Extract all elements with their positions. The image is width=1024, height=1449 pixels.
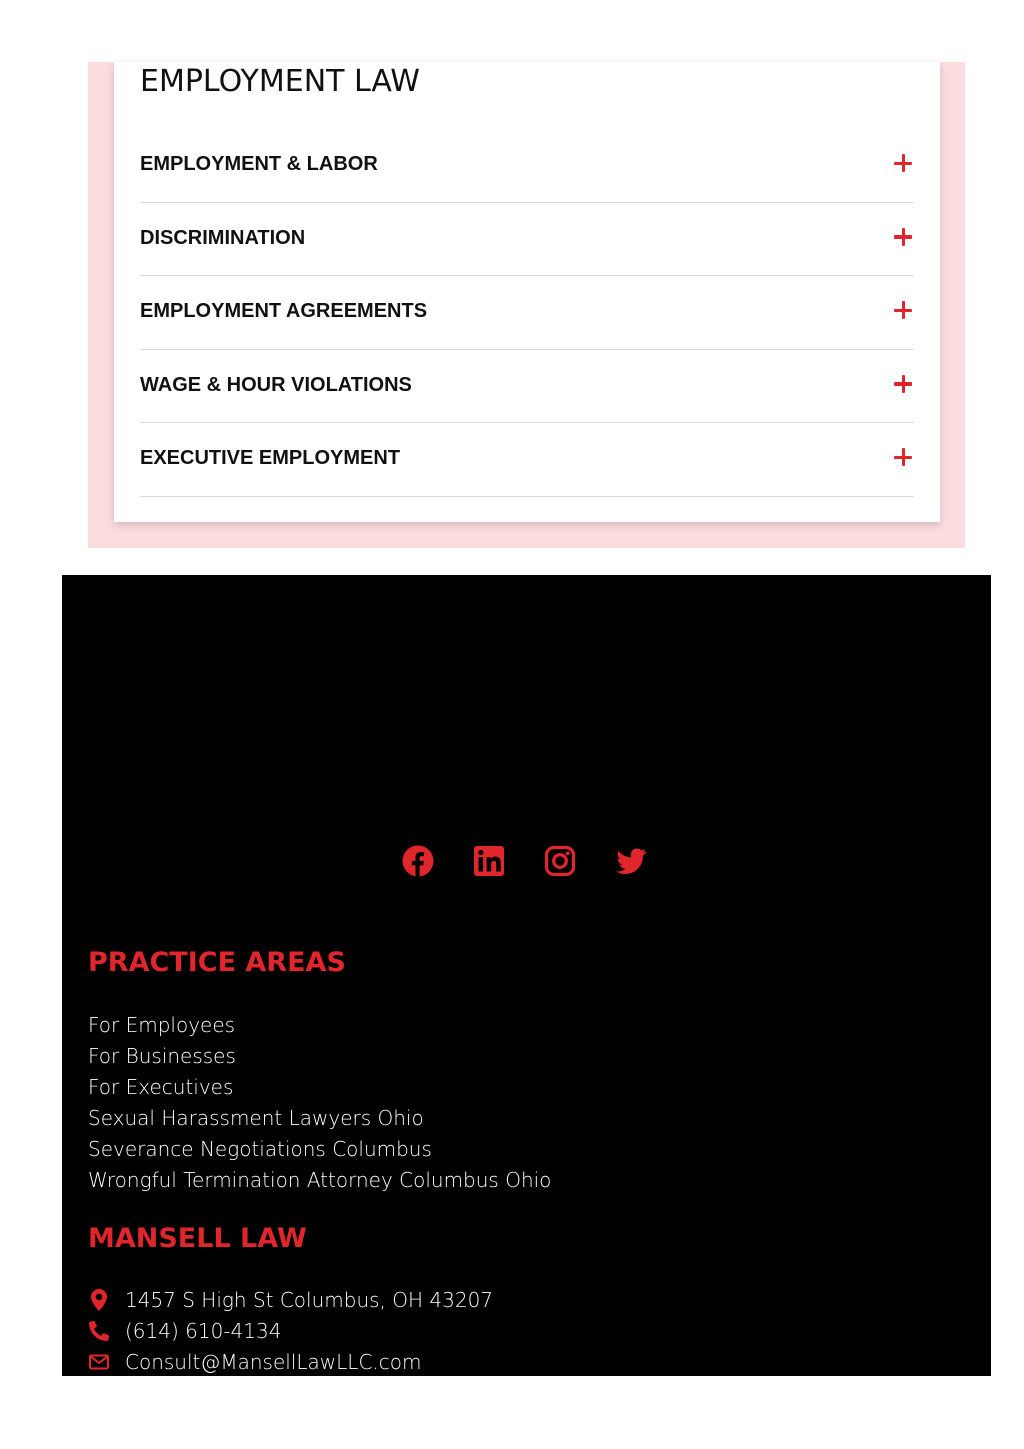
plus-icon[interactable] bbox=[894, 301, 912, 319]
envelope-icon bbox=[88, 1351, 110, 1373]
accordion-item-discrimination[interactable] bbox=[140, 203, 914, 277]
footer-link-employees[interactable]: For Employees bbox=[88, 1013, 236, 1037]
footer-link-businesses[interactable]: For Businesses bbox=[88, 1044, 236, 1068]
plus-icon[interactable] bbox=[894, 228, 912, 246]
contact-address[interactable] bbox=[88, 1284, 493, 1315]
accordion-item-employment-agreements[interactable] bbox=[140, 276, 914, 350]
accordion-item-label: DISCRIMINATION bbox=[140, 226, 306, 249]
twitter-icon[interactable] bbox=[615, 845, 647, 877]
contact-info bbox=[88, 1284, 493, 1377]
contact-email[interactable] bbox=[88, 1346, 493, 1377]
accordion bbox=[140, 129, 914, 497]
accordion-item-wage-hour-violations[interactable] bbox=[140, 350, 914, 424]
plus-icon[interactable] bbox=[894, 375, 912, 393]
firm-name-heading: MANSELL LAW bbox=[88, 1223, 307, 1254]
contact-phone[interactable] bbox=[88, 1315, 493, 1346]
employment-law-card bbox=[114, 62, 940, 522]
practice-areas-list bbox=[88, 1010, 551, 1196]
accordion-item-label: WAGE & HOUR VIOLATIONS bbox=[140, 373, 412, 396]
instagram-icon[interactable] bbox=[544, 845, 576, 877]
address-text: 1457 S High St Columbus, OH 43207 bbox=[125, 1287, 494, 1312]
accordion-item-label: EMPLOYMENT & LABOR bbox=[140, 153, 378, 175]
accordion-item-executive-employment[interactable] bbox=[140, 423, 914, 497]
accordion-item-label: EMPLOYMENT AGREEMENTS bbox=[140, 300, 428, 322]
practice-areas-heading: PRACTICE AREAS bbox=[88, 947, 346, 978]
phone-icon bbox=[88, 1320, 110, 1342]
plus-icon[interactable] bbox=[894, 448, 912, 466]
linkedin-icon[interactable] bbox=[473, 845, 505, 877]
site-footer bbox=[62, 575, 991, 1376]
plus-icon[interactable] bbox=[894, 154, 912, 172]
map-pin-icon bbox=[88, 1289, 110, 1311]
card-title: EMPLOYMENT LAW bbox=[140, 64, 420, 99]
phone-text: (614) 610-4134 bbox=[125, 1318, 282, 1343]
footer-link-wrongful-termination[interactable]: Wrongful Termination Attorney Columbus Ohio bbox=[88, 1168, 552, 1192]
facebook-icon[interactable] bbox=[402, 845, 434, 877]
email-text: Consult@MansellLawLLC.com bbox=[125, 1349, 422, 1374]
accordion-item-label: EXECUTIVE EMPLOYMENT bbox=[140, 447, 401, 469]
footer-link-sexual-harassment[interactable]: Sexual Harassment Lawyers Ohio bbox=[88, 1106, 424, 1130]
accordion-item-employment-labor[interactable] bbox=[140, 129, 914, 203]
footer-link-severance[interactable]: Severance Negotiations Columbus bbox=[88, 1137, 432, 1161]
social-links bbox=[402, 845, 647, 877]
footer-link-executives[interactable]: For Executives bbox=[88, 1075, 234, 1099]
